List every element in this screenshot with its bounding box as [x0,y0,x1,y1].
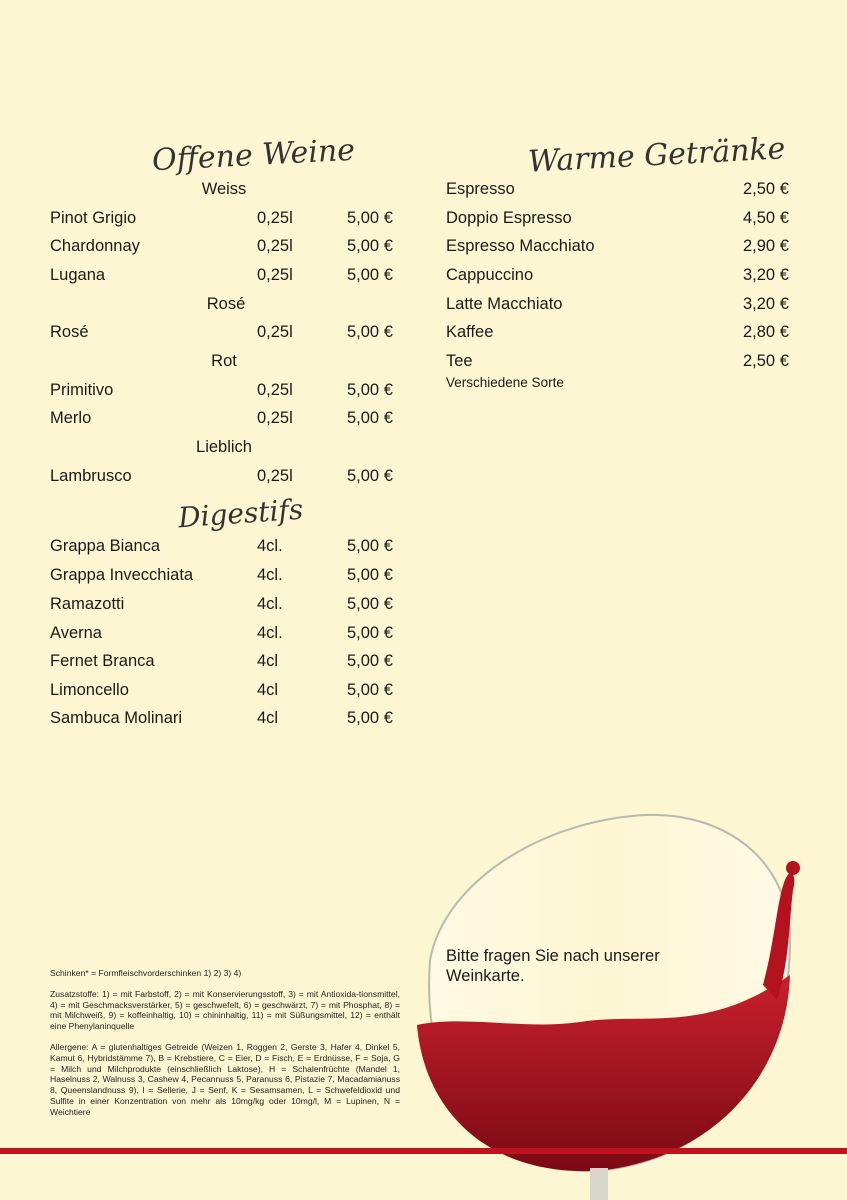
drink-price: 2,50 € [743,352,789,370]
wine-size: 0,25l [257,209,293,227]
drink-price: 3,20 € [743,266,789,284]
digestif-size: 4cl. [257,595,283,613]
digestif-size: 4cl. [257,537,283,555]
digestif-row: Limoncello [50,681,129,699]
wine-row: Pinot Grigio [50,209,137,227]
digestif-row: Grappa Invecchiata [50,566,194,584]
wine-card-note-line2: Weinkarte. [446,967,525,985]
digestif-size: 4cl [257,652,279,670]
drink-price: 2,90 € [743,237,789,255]
footnotes [50,968,400,1128]
digestif-price: 5,00 € [347,537,393,555]
wine-price: 5,00 € [347,409,393,427]
red-divider-line [0,1148,847,1154]
section-title-warme-getraenke: Warme Getränke [527,131,787,180]
wine-group-rot: Rot [211,352,237,370]
drink-row: Kaffee [446,323,494,341]
drink-row: Cappuccino [446,266,534,284]
wine-row: Chardonnay [50,237,140,255]
drink-price: 4,50 € [743,209,789,227]
wine-glass-illustration [405,800,825,1200]
wine-size: 0,25l [257,467,293,485]
wine-price: 5,00 € [347,323,393,341]
footnote-zusatzstoffe: Zusatzstoffe: 1) = mit Farbstoff, 2) = mit Konservierungsstoff, 3) = mit Antioxida-tionsmittel, 4) = mit Geschmacksverstärker, 5) = geschwefelt, 6) = geschwärzt, 7) = mit Phosphat, 8) = mit Milchweiß, 9) = koffeinhaltig, 10) = chininhaltig, 11) = mit Süßungsmittel, 12) = enthält eine Phenylaninquelle [50,988,400,1032]
glass-stem [590,1168,608,1200]
digestif-row: Grappa Bianca [50,537,161,555]
digestif-price: 5,00 € [347,624,393,642]
wine-row: Merlo [50,409,92,427]
drink-row: Doppio Espresso [446,209,572,227]
digestif-row: Ramazotti [50,595,125,613]
drink-price: 3,20 € [743,295,789,313]
wine-row: Rosé [50,323,89,341]
digestif-price: 5,00 € [347,566,393,584]
wine-size: 0,25l [257,409,293,427]
digestif-price: 5,00 € [347,652,393,670]
wine-price: 5,00 € [347,209,393,227]
section-title-digestifs: Digestifs [177,492,305,535]
footnote-schinken: Schinken* = Formfleischvorderschinken 1) 2) 3) 4) [50,968,242,978]
digestif-row: Fernet Branca [50,652,155,670]
drink-price: 2,80 € [743,323,789,341]
wine-size: 0,25l [257,381,293,399]
digestif-size: 4cl [257,681,279,699]
footnote-allergene: Allergene: A = glutenhaltiges Getreide (Weizen 1, Roggen 2, Gerste 3, Hafer 4, Dinkel 5, Kamut 6, Hybridstämme 7), B = Krebstiere, C = Eier, D = Fisch, E = Erdnüsse, F = Soja, G = Milch und Milchprodukte (einschließlich Laktose), H = Schalenfrüchte (Mandel 1, Haselnuss 2, Walnuss 3, Cashew 4, Pecannuss 5, Paranuss 6, Pistazie 7, Macadamianuss 8, Queenslandnuss 9), I = Sellerie, J = Senf, K = Sesamsamen, L = Schwefeldioxid und Sulfite in einer Konzentration von mehr als 10mg/kg oder 10mg/l, M = Lupinen, N = Weichtiere [50,1041,400,1117]
drink-row: Espresso [446,180,515,198]
wine-card-note-line1: Bitte fragen Sie nach unserer [446,947,660,965]
wine-price: 5,00 € [347,266,393,284]
digestif-size: 4cl [257,709,279,727]
digestif-size: 4cl. [257,624,283,642]
wine-row: Primitivo [50,381,114,399]
section-title-offene-weine: Offene Weine [151,132,356,179]
wine-row: Lambrusco [50,467,132,485]
drink-row: Tee [446,352,473,370]
drink-row: Latte Macchiato [446,295,563,313]
drink-row: Espresso Macchiato [446,237,595,255]
digestif-price: 5,00 € [347,681,393,699]
digestif-row: Sambuca Molinari [50,709,183,727]
digestif-row: Averna [50,624,102,642]
wine-drop [786,861,800,875]
digestif-price: 5,00 € [347,709,393,727]
wine-group-weiss: Weiss [201,180,247,198]
wine-size: 0,25l [257,266,293,284]
digestif-size: 4cl. [257,566,283,584]
wine-group-lieblich: Lieblich [196,438,252,456]
wine-price: 5,00 € [347,381,393,399]
wine-size: 0,25l [257,323,293,341]
wine-price: 5,00 € [347,237,393,255]
wine-size: 0,25l [257,237,293,255]
wine-price: 5,00 € [347,467,393,485]
digestif-price: 5,00 € [347,595,393,613]
wine-row: Lugana [50,266,106,284]
tee-note: Verschiedene Sorte [446,375,564,390]
drink-price: 2,50 € [743,180,789,198]
wine-group-rose: Rosé [206,295,246,313]
